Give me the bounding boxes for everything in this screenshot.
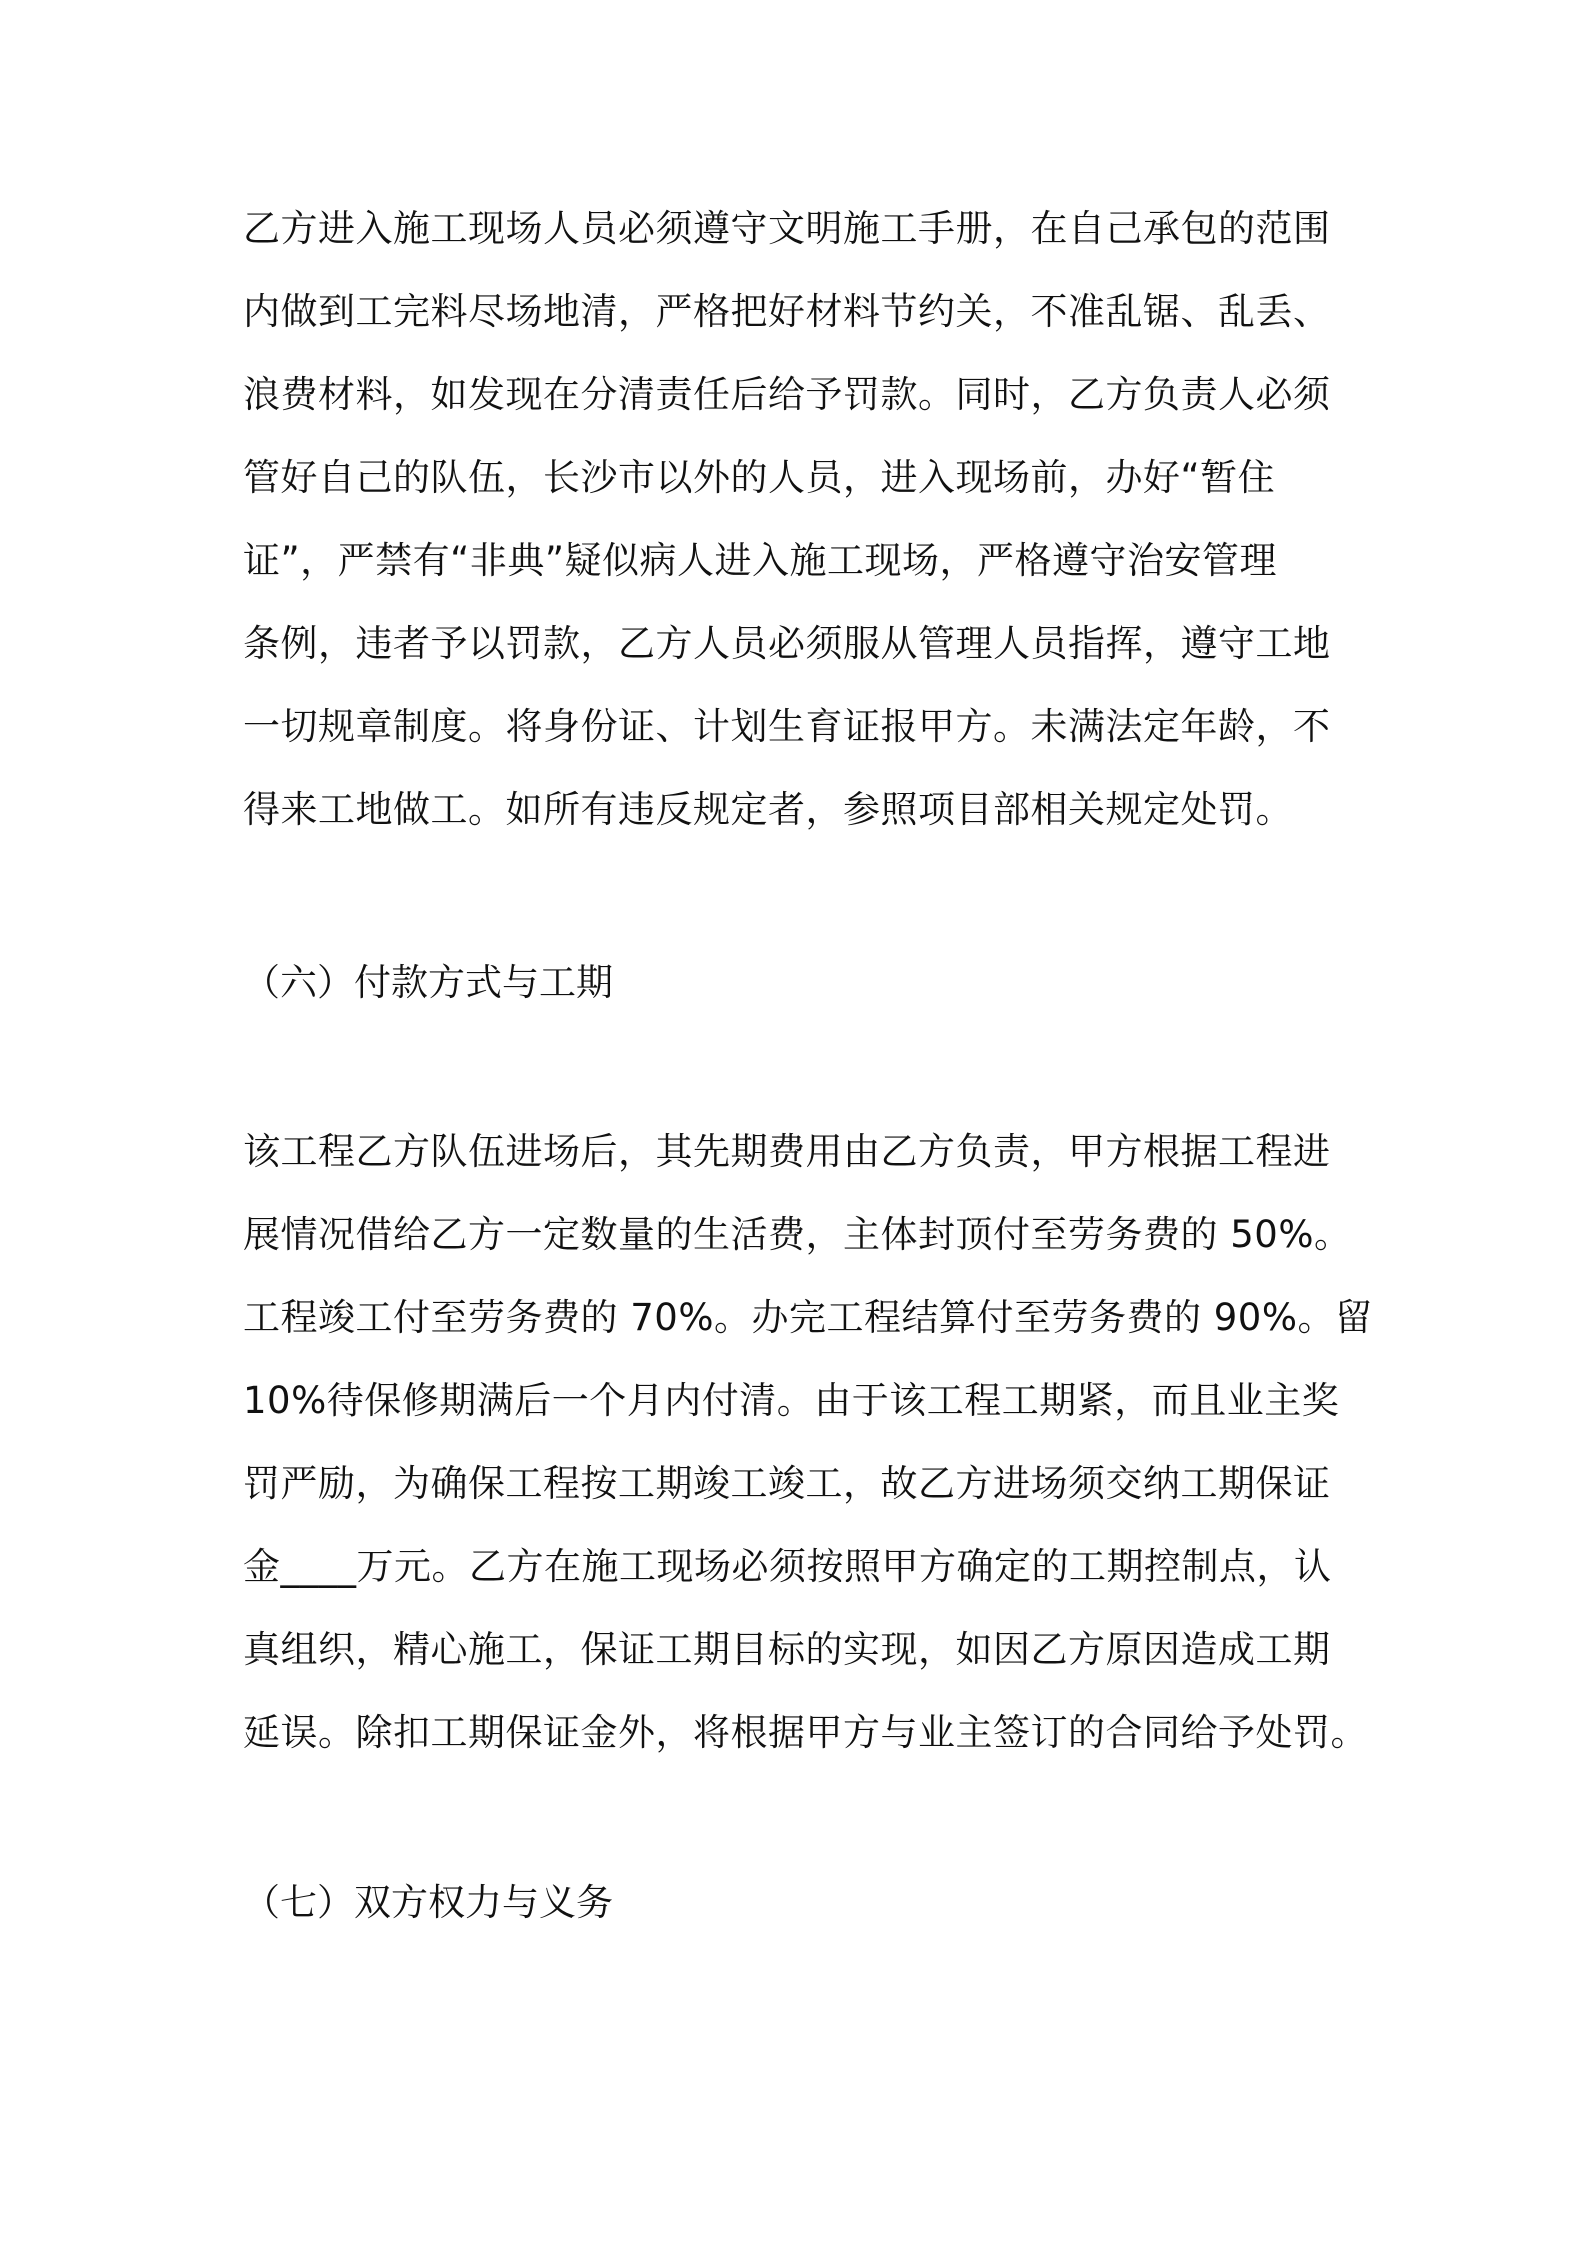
section-heading-rights-obligations: （七）双方权力与义务 (243, 1881, 613, 1924)
text-line: 真组织，精心施工，保证工期目标的实现，如因乙方原因造成工期 (243, 1628, 1331, 1671)
text-line: 证”，严禁有“非典”疑似病人进入施工现场，严格遵守治安管理 (243, 539, 1278, 582)
text-line: 展情况借给乙方一定数量的生活费，主体封顶付至劳务费的 50%。 (243, 1213, 1352, 1256)
text-line: 条例，违者予以罚款，乙方人员必须服从管理人员指挥，遵守工地 (243, 622, 1331, 665)
text-line: 内做到工完料尽场地清，严格把好材料节约关，不准乱锯、乱丢、 (243, 290, 1331, 333)
text-line: 乙方进入施工现场人员必须遵守文明施工手册，在自己承包的范围 (243, 207, 1331, 250)
paragraph-site-conduct (243, 187, 1363, 851)
paragraph-payment-terms (243, 1110, 1373, 1774)
text-line: 金____万元。乙方在施工现场必须按照甲方确定的工期控制点，认 (243, 1545, 1332, 1588)
text-line: 罚严励，为确保工程按工期竣工竣工，故乙方进场须交纳工期保证 (243, 1462, 1331, 1505)
text-line: 延误。除扣工期保证金外，将根据甲方与业主签订的合同给予处罚。 (243, 1711, 1368, 1754)
text-line: 一切规章制度。将身份证、计划生育证报甲方。未满法定年龄，不 (243, 705, 1331, 748)
text-line: 浪费材料，如发现在分清责任后给予罚款。同时，乙方负责人必须 (243, 373, 1331, 416)
section-heading-payment: （六）付款方式与工期 (243, 961, 613, 1004)
text-line: 得来工地做工。如所有违反规定者，参照项目部相关规定处罚。 (243, 788, 1293, 831)
text-line: 工程竣工付至劳务费的 70%。办完工程结算付至劳务费的 90%。留 (243, 1296, 1373, 1339)
text-line: 该工程乙方队伍进场后，其先期费用由乙方负责，甲方根据工程进 (243, 1130, 1331, 1173)
text-line: 10%待保修期满后一个月内付清。由于该工程工期紧，而且业主奖 (243, 1379, 1340, 1422)
text-line: 管好自己的队伍，长沙市以外的人员，进入现场前，办好“暂住 (243, 456, 1276, 499)
